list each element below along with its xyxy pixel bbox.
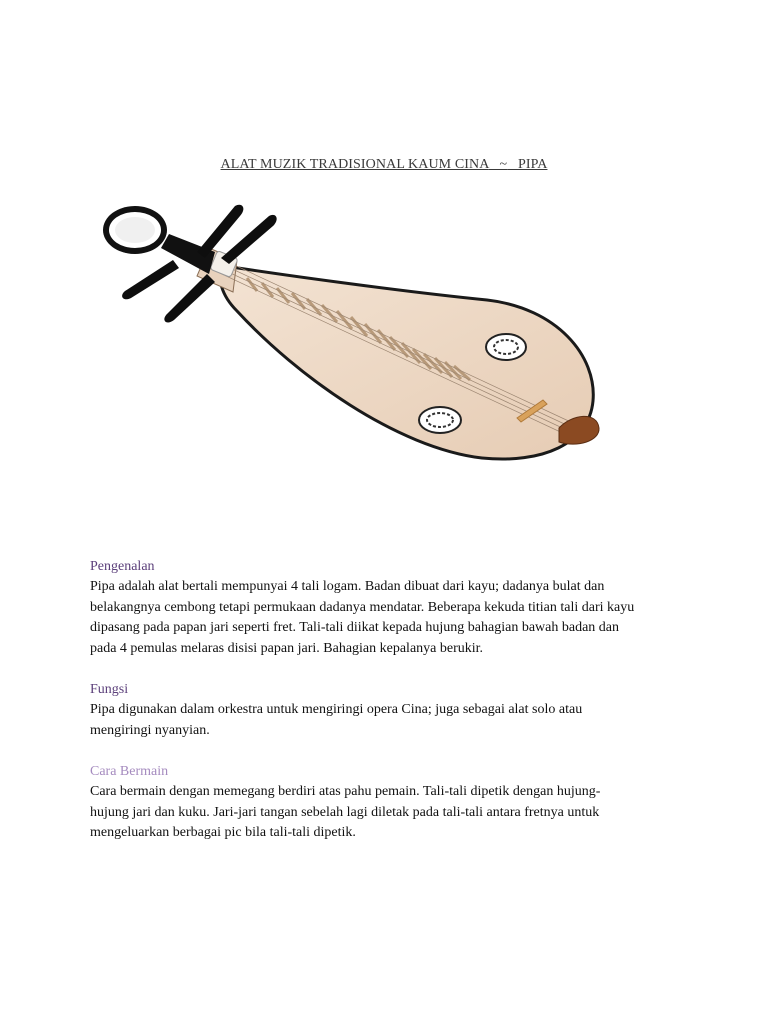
document-title [0, 157, 768, 173]
heading-cara-bermain: Cara Bermain [90, 764, 169, 779]
section-pengenalan [90, 557, 690, 659]
text-line: belakangnya cembong tetapi permukaan dadanya mendatar. Beberapa kekuda titian tali dari kayu [90, 599, 635, 615]
paragraph-cara-bermain [90, 782, 690, 844]
text-line: Cara bermain dengan memegang berdiri atas pahu pemain. Tali-tali dipetik dengan hujung- [90, 784, 601, 799]
paragraph-pengenalan [90, 577, 690, 659]
section-fungsi [90, 680, 690, 741]
text-line: dipasang pada papan jari seperti fret. Tali-tali diikat kepada hujung bahagian bawah badan dan [90, 620, 620, 635]
text-line: Pipa digunakan dalam orkestra untuk mengiringi opera Cina; juga sebagai alat solo atau [90, 702, 583, 717]
text-line: mengiringi nyanyian. [90, 722, 210, 738]
pipa-image [97, 196, 602, 472]
title-left: ALAT MUZIK TRADISIONAL KAUM CINA [220, 157, 489, 172]
pipa-illustration [97, 196, 602, 472]
text-line: hujung jari dan kuku. Jari-jari tangan sebelah lagi diletak pada tali-tali antara fretnya untuk [90, 804, 600, 820]
heading-fungsi: Fungsi [90, 682, 129, 697]
section-cara-bermain [90, 762, 690, 844]
heading-pengenalan: Pengenalan [90, 559, 155, 574]
sound-hole-lower [419, 407, 461, 433]
sound-hole-upper [486, 334, 526, 360]
text-line: mengeluarkan berbagai pic bila tali-tali dipetik. [90, 825, 356, 840]
pipa-body [220, 266, 593, 459]
title-separator: ~ [499, 157, 508, 172]
text-line: pada 4 pemulas melaras disisi papan jari. Bahagian kepalanya berukir. [90, 640, 484, 656]
title-right: PIPA [518, 157, 548, 172]
paragraph-fungsi [90, 700, 690, 741]
text-line: Pipa adalah alat bertali mempunyai 4 tali logam. Badan dibuat dari kayu; dadanya bulat dan [90, 579, 605, 594]
